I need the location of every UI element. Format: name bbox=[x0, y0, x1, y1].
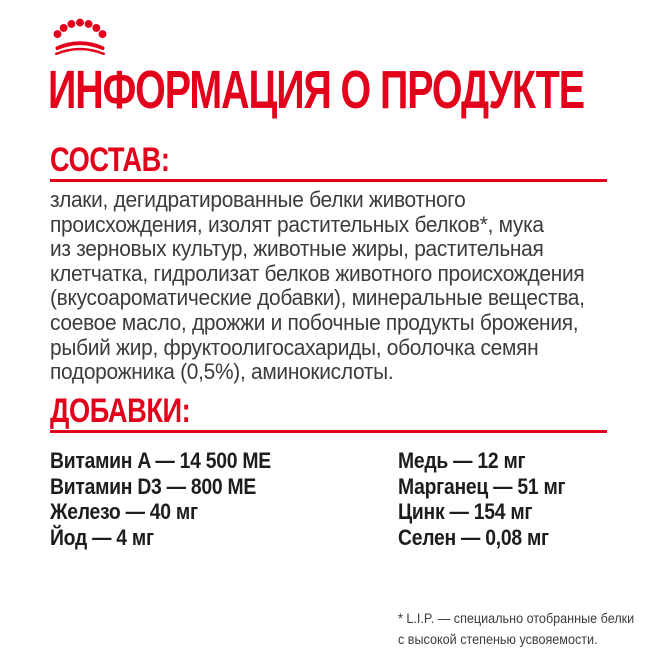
additives-heading: ДОБАВКИ: bbox=[50, 392, 191, 430]
composition-line: (вкусоароматические добавки), минеральные вещества, bbox=[50, 285, 585, 311]
additive-item: Медь — 12 мг bbox=[398, 448, 526, 473]
composition-line: происхождения, изолят растительных белков*, мука bbox=[50, 211, 544, 237]
footnote bbox=[398, 608, 634, 649]
additives-column-right bbox=[398, 448, 565, 550]
additives-underline bbox=[50, 430, 607, 433]
composition-line: подорожника (0,5%), аминокислоты. bbox=[50, 359, 394, 385]
additive-item: Йод — 4 мг bbox=[50, 524, 154, 550]
additives-column-left bbox=[50, 448, 271, 550]
composition-line: соевое масло, дрожжи и побочные продукты брожения, bbox=[50, 309, 579, 335]
additive-item: Витамин A — 14 500 МЕ bbox=[50, 448, 271, 473]
royal-canin-crown-icon bbox=[51, 16, 109, 64]
composition-underline bbox=[50, 179, 607, 182]
footnote-line: * L.I.P. — специально отобранные белки bbox=[398, 610, 635, 626]
additive-item: Витамин D3 — 800 МЕ bbox=[50, 473, 257, 499]
footnote-line: с высокой степенью усвояемости. bbox=[398, 630, 598, 647]
additive-item: Селен — 0,08 мг bbox=[398, 524, 549, 550]
additive-item: Железо — 40 мг bbox=[50, 499, 198, 525]
additive-item: Цинк — 154 мг bbox=[398, 499, 533, 525]
composition-line: рыбий жир, фруктоолигосахариды, оболочка семян bbox=[50, 334, 539, 360]
composition-line: клетчатка, гидролизат белков животного происхождения bbox=[50, 260, 585, 286]
additive-item: Марганец — 51 мг bbox=[398, 473, 566, 499]
composition-heading: СОСТАВ: bbox=[50, 141, 170, 179]
composition-text bbox=[50, 188, 585, 385]
composition-line: злаки, дегидратированные белки животного bbox=[50, 187, 466, 212]
composition-line: из зерновых культур, животные жиры, растительная bbox=[50, 236, 544, 262]
page-title: ИНФОРМАЦИЯ О ПРОДУКТЕ bbox=[48, 60, 584, 120]
